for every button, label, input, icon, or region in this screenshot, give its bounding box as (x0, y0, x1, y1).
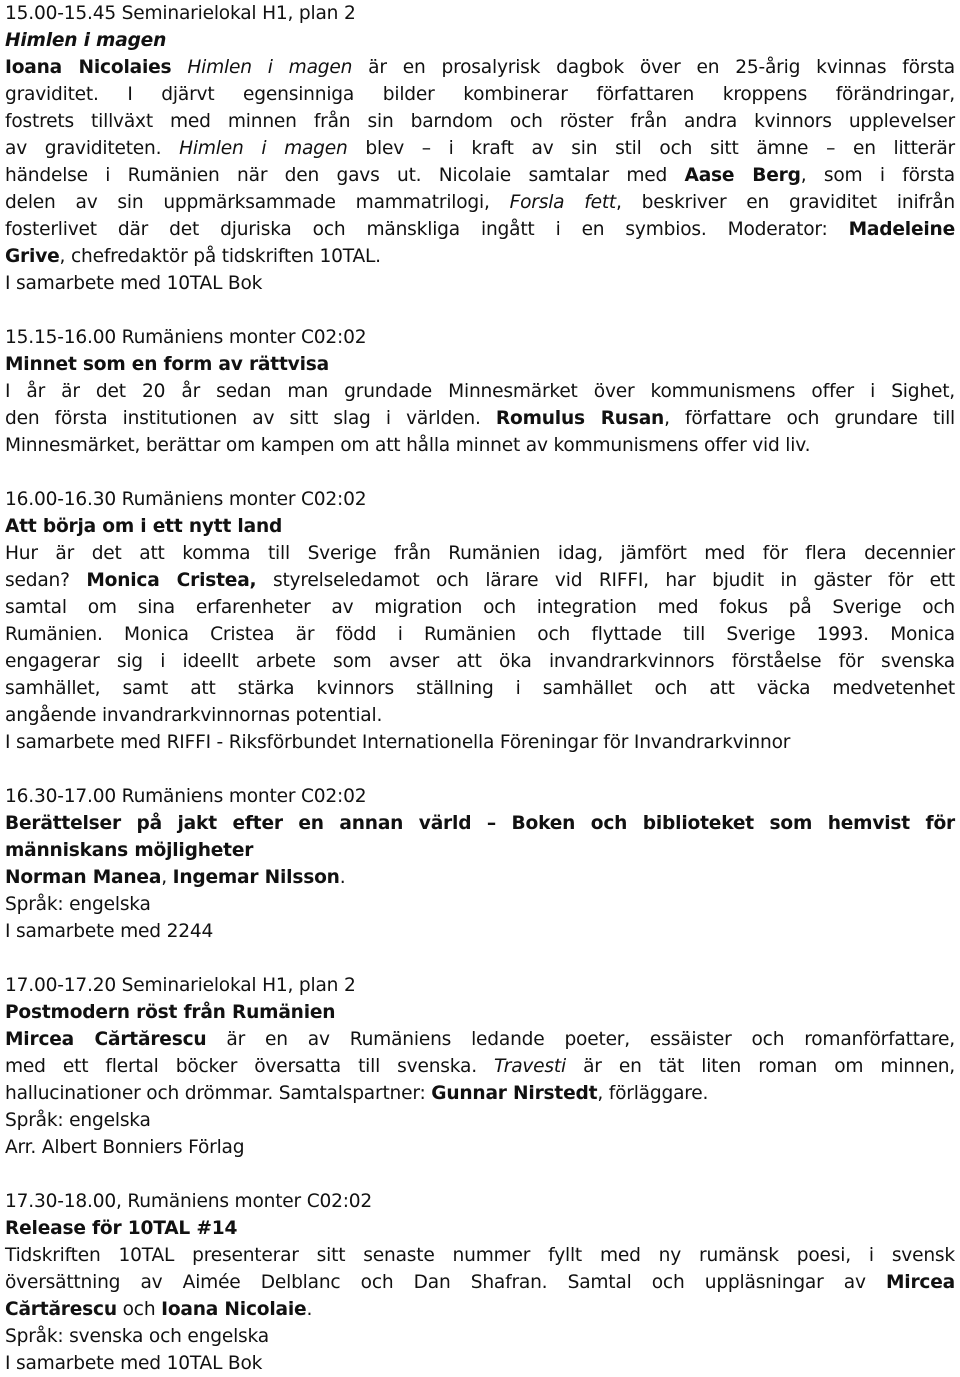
text-run: av graviditeten. (5, 138, 180, 159)
description-line (5, 891, 955, 918)
text-run: Hur är det att komma till Sverige från Rumänien idag, jämfört med för flera decennier (5, 543, 955, 564)
work-title-text: Himlen i magen (179, 138, 348, 159)
description-line (5, 81, 955, 108)
event-title: Minnet som en form av rättvisa (5, 354, 329, 375)
text-run: graviditet. I djärvt egensinniga bilder kombinerar författaren kroppens förändringar, (5, 84, 955, 105)
description-line (5, 405, 955, 432)
text-run: fosterlivet där det djuriska och mänskliga ingått i en symbios. Moderator: (5, 219, 849, 240)
description-line (5, 1080, 955, 1107)
name-text: Ioana Nicolaie (161, 1299, 307, 1320)
name-text: Grive (5, 246, 60, 267)
name-text: Aase Berg (684, 165, 801, 186)
event-himlen-i-magen (5, 0, 955, 297)
event-postmodern-rost (5, 972, 955, 1161)
text-run: angående invandrarkvinnornas potential. (5, 705, 383, 726)
text-run: samtal om sina erfarenheter av migration och integration med fokus på Sverige och (5, 597, 955, 618)
text-run: Minnesmärket, berättar om kampen om att hålla minnet av kommunismens offer vid liv. (5, 435, 811, 456)
event-time: 15.15-16.00 Rumäniens monter C02:02 (5, 327, 367, 348)
text-run: är en tät liten roman om minnen, (565, 1056, 955, 1077)
text-run: , beskriver en graviditet inifrån (616, 192, 955, 213)
text-run: Språk: engelska (5, 1110, 151, 1131)
text-run: styrelseledamot och lärare vid RIFFI, har bjudit in gäster för ett (256, 570, 956, 591)
description-line (5, 270, 955, 297)
description-line (5, 1323, 955, 1350)
description-line (5, 54, 955, 81)
description-line (5, 1026, 955, 1053)
event-title-line-2: människans möjligheter (5, 840, 254, 861)
text-run: den första institutionen av sitt slag i världen. (5, 408, 496, 429)
event-description (5, 864, 955, 945)
description-line (5, 1350, 955, 1377)
name-text: Mircea Cărtărescu (5, 1029, 207, 1050)
text-run: Arr. Albert Bonniers Förlag (5, 1137, 245, 1158)
description-line (5, 108, 955, 135)
text-run: , som i första (800, 165, 955, 186)
work-title-text: Himlen i magen (187, 57, 353, 78)
text-run: är en av Rumäniens ledande poeter, essäister och romanförfattare, (206, 1029, 955, 1050)
description-line (5, 648, 955, 675)
description-line (5, 540, 955, 567)
name-text: Mircea (885, 1272, 955, 1293)
work-title-text: Forsla fett (509, 192, 617, 213)
text-run: I samarbete med 10TAL Bok (5, 1353, 263, 1374)
description-line (5, 1269, 955, 1296)
text-run: Språk: svenska och engelska (5, 1326, 269, 1347)
text-run: samhället, samt att stärka kvinnors ställning i samhället och att väcka medvetenhet (5, 678, 955, 699)
description-line (5, 432, 955, 459)
description-line (5, 729, 955, 756)
description-line (5, 135, 955, 162)
description-line (5, 1134, 955, 1161)
event-title: Att börja om i ett nytt land (5, 516, 283, 537)
text-run: I år är det 20 år sedan man grundade Minnesmärket över kommunismens offer i Sighet, (5, 381, 955, 402)
description-line (5, 1242, 955, 1269)
name-text: Madeleine (848, 219, 955, 240)
text-run: . (339, 867, 346, 888)
text-run: , chefredaktör på tidskriften 10TAL. (59, 246, 381, 267)
name-text: Monica Cristea, (86, 570, 257, 591)
name-text: Ioana Nicolaies (5, 57, 172, 78)
text-run: och (116, 1299, 162, 1320)
text-run: I samarbete med 10TAL Bok (5, 273, 263, 294)
name-text: Ingemar Nilsson (172, 867, 340, 888)
description-line (5, 918, 955, 945)
event-time: 17.00-17.20 Seminarielokal H1, plan 2 (5, 975, 356, 996)
description-line (5, 243, 955, 270)
event-release-10tal (5, 1188, 955, 1377)
text-run: sedan? (5, 570, 87, 591)
text-run: I samarbete med RIFFI - Riksförbundet Internationella Föreningar för Invandrarkvinnor (5, 732, 791, 753)
event-description (5, 378, 955, 459)
event-title: Himlen i magen (5, 30, 167, 51)
event-description (5, 1242, 955, 1377)
text-run (171, 57, 187, 78)
event-time: 16.30-17.00 Rumäniens monter C02:02 (5, 786, 367, 807)
event-title: Release för 10TAL #14 (5, 1218, 238, 1239)
name-text: Gunnar Nirstedt (431, 1083, 598, 1104)
text-run: , författare och grundare till (664, 408, 955, 429)
event-time: 15.00-15.45 Seminarielokal H1, plan 2 (5, 3, 356, 24)
name-text: Romulus Rusan (495, 408, 665, 429)
event-description (5, 54, 955, 297)
event-time: 17.30-18.00, Rumäniens monter C02:02 (5, 1191, 373, 1212)
event-title: Postmodern röst från Rumänien (5, 1002, 336, 1023)
text-run: Rumänien. Monica Cristea är född i Rumänien och flyttade till Sverige 1993. Monica (5, 624, 955, 645)
text-run: händelse i Rumänien när den gavs ut. Nicolaie samtalar med (5, 165, 685, 186)
event-att-borja-om (5, 486, 955, 756)
description-line (5, 1296, 955, 1323)
text-run: Tidskriften 10TAL presenterar sitt senaste nummer fyllt med ny rumänsk poesi, i svensk (5, 1245, 955, 1266)
text-run: fostrets tillväxt med minnen från sin barndom och röster från andra kvinnors upplevelser (5, 111, 955, 132)
description-line (5, 675, 955, 702)
name-text: Norman Manea (5, 867, 162, 888)
text-run: , (161, 867, 173, 888)
text-run: med ett flertal böcker översatta till svenska. (5, 1056, 495, 1077)
description-line (5, 162, 955, 189)
event-description (5, 540, 955, 756)
text-run: I samarbete med 2244 (5, 921, 214, 942)
description-line (5, 378, 955, 405)
text-run: är en prosalyrisk dagbok över en 25-årig kvinnas första (352, 57, 955, 78)
description-line (5, 1107, 955, 1134)
description-line (5, 621, 955, 648)
text-run: engagerar sig i ideellt arbete som avser att öka invandrarkvinnors förståelse för svenska (5, 651, 955, 672)
text-run: Språk: engelska (5, 894, 151, 915)
description-line (5, 702, 955, 729)
event-minnet (5, 324, 955, 459)
description-line (5, 189, 955, 216)
event-berattelser (5, 783, 955, 945)
event-time: 16.00-16.30 Rumäniens monter C02:02 (5, 489, 367, 510)
description-line (5, 216, 955, 243)
text-run: delen av sin uppmärksammade mammatrilogi, (5, 192, 510, 213)
work-title-text: Travesti (494, 1056, 566, 1077)
text-run: . (306, 1299, 313, 1320)
description-line (5, 864, 955, 891)
event-description (5, 1026, 955, 1161)
event-title-line-1: Berättelser på jakt efter en annan värld – Boken och biblioteket som hemvist för (5, 813, 955, 834)
description-line (5, 594, 955, 621)
name-text: Cărtărescu (5, 1299, 117, 1320)
text-run: hallucinationer och drömmar. Samtalspartner: (5, 1083, 432, 1104)
text-run: , förläggare. (597, 1083, 709, 1104)
description-line (5, 567, 955, 594)
text-run: blev – i kraft av sin stil och sitt ämne – en litterär (347, 138, 955, 159)
text-run: översättning av Aimée Delblanc och Dan Shafran. Samtal och uppläsningar av (5, 1272, 886, 1293)
description-line (5, 1053, 955, 1080)
